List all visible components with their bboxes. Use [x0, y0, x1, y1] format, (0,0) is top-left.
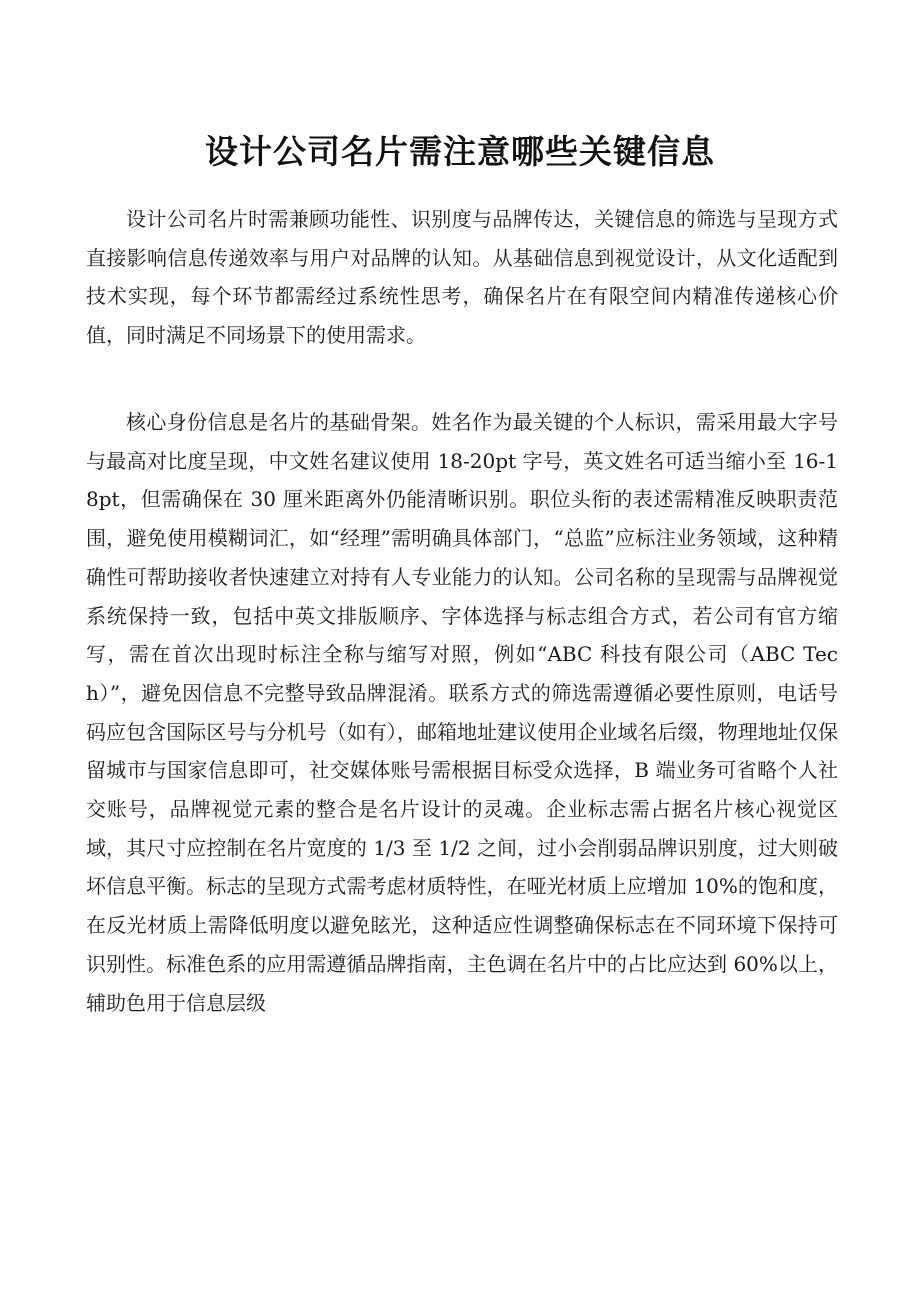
- intro-paragraph: 设计公司名片时需兼顾功能性、识别度与品牌传达，关键信息的筛选与呈现方式直接影响信息传递效率与用户对品牌的认知。从基础信息到视觉设计，从文化适配到技术实现，每个环节都需经过系统性思考，确保名片在有限空间内精准传递核心价值，同时满足不同场景下的使用需求。: [86, 207, 838, 348]
- page-title: 设计公司名片需注意哪些关键信息: [205, 132, 715, 171]
- body-paragraph: 核心身份信息是名片的基础骨架。姓名作为最关键的个人标识，需采用最大字号与最高对比度呈现，中文姓名建议使用 18-20pt 字号，英文姓名可适当缩小至 16-18pt，但需确保在 30 厘米距离外仍能清晰识别。职位头衔的表述需精准反映职责范围，避免使用模糊词汇，如“经理”需明确具体部门，“总监”应标注业务领域，这种精确性可帮助接收者快速建立对持有人专业能力的认知。公司名称的呈现需与品牌视觉系统保持一致，包括中英文排版顺序、字体选择与标志组合方式，若公司有官方缩写，需在首次出现时标注全称与缩写对照，例如“ABC 科技有限公司（ABC Tech）”，避免因信息不完整导致品牌混淆。联系方式的筛选需遵循必要性原则，电话号码应包含国际区号与分机号（如有），邮箱地址建议使用企业域名后缀，物理地址仅保留城市与国家信息即可，社交媒体账号需根据目标受众选择，B 端业务可省略个人社交账号，品牌视觉元素的整合是名片设计的灵魂。企业标志需占据名片核心视觉区域，其尺寸应控制在名片宽度的 1/3 至 1/2 之间，过小会削弱品牌识别度，过大则破坏信息平衡。标志的呈现方式需考虑材质特性，在哑光材质上应增加 10%的饱和度，在反光材质上需降低明度以避免眩光，这种适应性调整确保标志在不同环境下保持可识别性。标准色系的应用需遵循品牌指南，主色调在名片中的占比应达到 60%以上，辅助色用于信息层级: [86, 410, 838, 1015]
